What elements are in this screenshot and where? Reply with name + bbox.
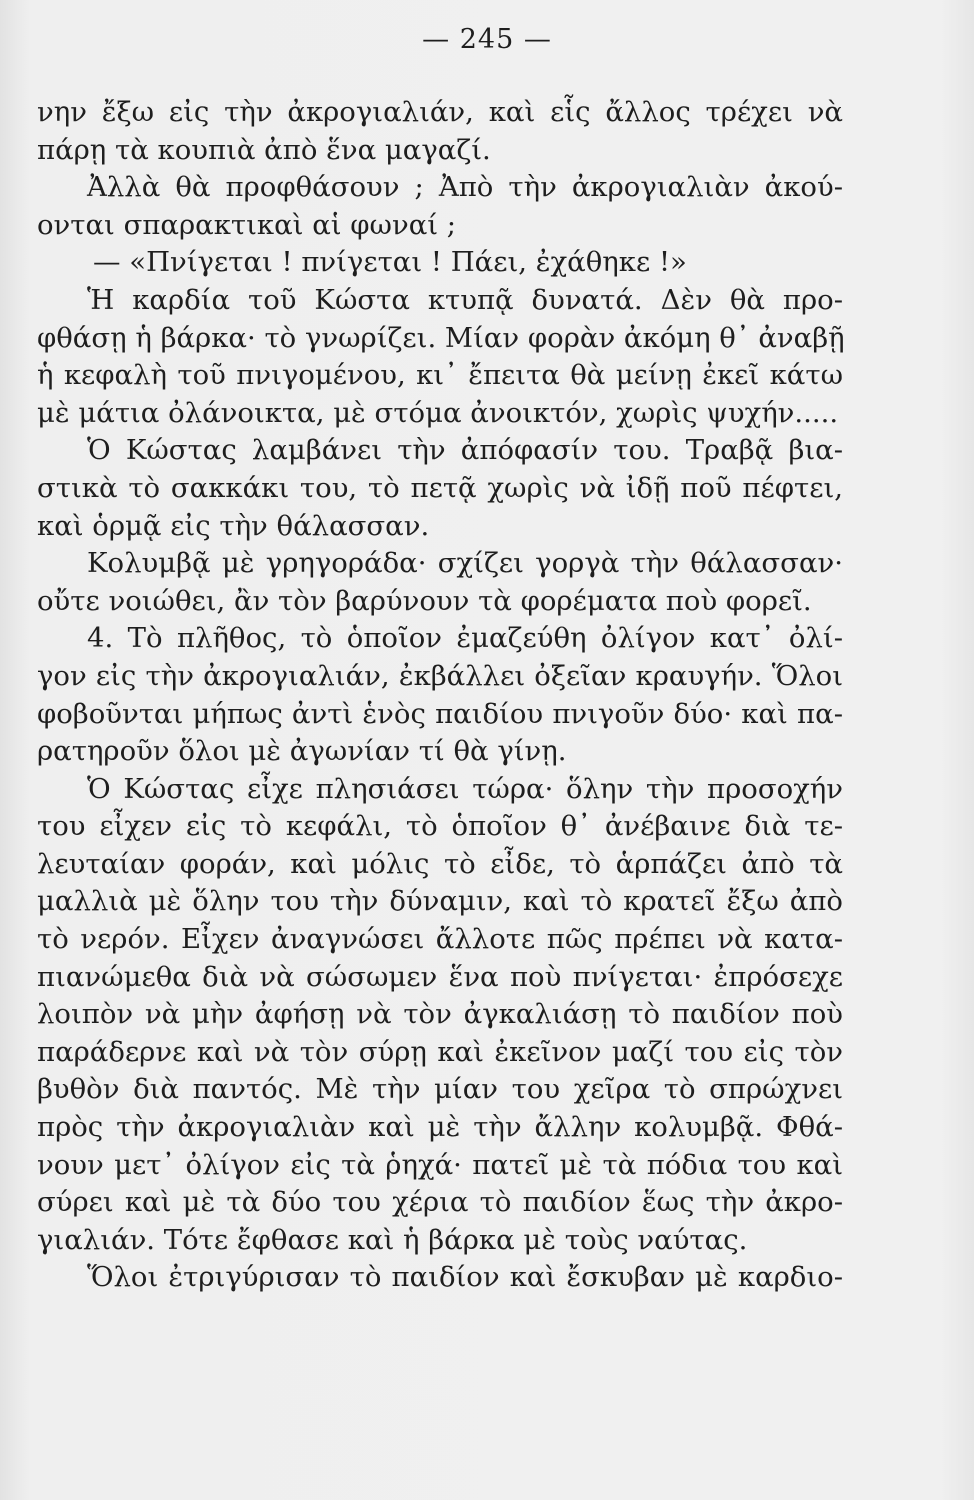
text-line: Ἡ καρδία τοῦ Κώστα κτυπᾷ δυνατά. Δὲν θὰ προ- bbox=[87, 283, 843, 316]
text-line: καὶ ὁρμᾷ εἰς τὴν θάλασσαν. bbox=[37, 509, 430, 542]
text-line: λοιπὸν νὰ μὴν ἀφήσῃ νὰ τὸν ἀγκαλιάσῃ τὸ παιδίον ποὺ bbox=[37, 998, 843, 1031]
text-line: φθάσῃ ἡ βάρκα· τὸ γνωρίζει. Μίαν φορὰν ἀκόμη θ᾽ ἀναβῇ bbox=[37, 321, 845, 354]
text-line: Ὁ Κώστας λαμβάνει τὴν ἀπόφασίν του. Τραβᾷ βια- bbox=[87, 434, 843, 467]
page-number: — 245 — bbox=[422, 24, 552, 55]
text-line: Ἀλλὰ θὰ προφθάσουν ; Ἀπὸ τὴν ἀκρογιαλιὰν ἀκού- bbox=[87, 171, 843, 204]
text-line: γον εἰς τὴν ἀκρογιαλιάν, ἐκβάλλει ὀξεῖαν κραυγήν. Ὅλοι bbox=[37, 659, 843, 692]
text-line: του εἶχεν εἰς τὸ κεφάλι, τὸ ὁποῖον θ᾽ ἀνέβαινε διὰ τε- bbox=[37, 810, 843, 843]
text-line: μαλλιὰ μὲ ὅλην του τὴν δύναμιν, καὶ τὸ κρατεῖ ἔξω ἀπὸ bbox=[37, 885, 843, 918]
text-line: Ὅλοι ἐτριγύρισαν τὸ παιδίον καὶ ἔσκυβαν μὲ καρδιο- bbox=[87, 1261, 843, 1294]
text-line: ονται σπαρακτικαὶ αἱ φωναί ; bbox=[37, 208, 457, 241]
text-line: Κολυμβᾷ μὲ γρηγοράδα· σχίζει γοργὰ τὴν θάλασσαν· bbox=[87, 547, 843, 580]
text-line: παράδερνε καὶ νὰ τὸν σύρῃ καὶ ἐκεῖνον μαζί του εἰς τὸν bbox=[37, 1035, 843, 1068]
text-line: πιανώμεθα διὰ νὰ σώσωμεν ἕνα ποὺ πνίγεται· ἐπρόσεχε bbox=[37, 960, 843, 993]
text-line: μὲ μάτια ὀλάνοικτα, μὲ στόμα ἀνοικτόν, χωρὶς ψυχήν..... bbox=[37, 396, 839, 429]
text-line: Ὁ Κώστας εἶχε πλησιάσει τώρα· ὅλην τὴν προσοχήν bbox=[87, 772, 843, 805]
text-line: — «Πνίγεται ! πνίγεται ! Πάει, ἐχάθηκε !» bbox=[93, 246, 687, 279]
text-line: φοβοῦνται μήπως ἀντὶ ἑνὸς παιδίου πνιγοῦν δύο· καὶ πα- bbox=[37, 697, 843, 730]
text-line: οὔτε νοιώθει, ἂν τὸν βαρύνουν τὰ φορέματα ποὺ φορεῖ. bbox=[37, 584, 812, 617]
text-line: γιαλιάν. Τότε ἔφθασε καὶ ἡ βάρκα μὲ τοὺς ναύτας. bbox=[37, 1223, 748, 1256]
text-line: πρὸς τὴν ἀκρογιαλιὰν καὶ μὲ τὴν ἄλλην κολυμβᾷ. Φθά- bbox=[37, 1111, 843, 1144]
text-line: τὸ νερόν. Εἶχεν ἀναγνώσει ἄλλοτε πῶς πρέπει νὰ κατα- bbox=[37, 923, 843, 956]
text-line: σύρει καὶ μὲ τὰ δύο του χέρια τὸ παιδίον ἕως τὴν ἀκρο- bbox=[37, 1186, 843, 1219]
text-line: 4. Τὸ πλῆθος, τὸ ὁποῖον ἐμαζεύθη ὀλίγον κατ᾽ ὀλί- bbox=[87, 622, 843, 655]
text-line: βυθὸν διὰ παντός. Μὲ τὴν μίαν του χεῖρα τὸ σπρώχνει bbox=[37, 1073, 843, 1106]
body-text bbox=[37, 94, 843, 1297]
text-line: ρατηροῦν ὅλοι μὲ ἀγωνίαν τί θὰ γίνῃ. bbox=[37, 735, 567, 768]
text-line: νουν μετ᾽ ὀλίγον εἰς τὰ ῥηχά· πατεῖ μὲ τὰ πόδια του καὶ bbox=[37, 1148, 843, 1181]
text-line: πάρῃ τὰ κουπιὰ ἀπὸ ἕνα μαγαζί. bbox=[37, 133, 491, 166]
text-line: ἡ κεφαλὴ τοῦ πνιγομένου, κι᾽ ἔπειτα θὰ μείνῃ ἐκεῖ κάτω bbox=[37, 359, 843, 392]
text-line: νην ἔξω εἰς τὴν ἀκρογιαλιάν, καὶ εἷς ἄλλος τρέχει νὰ bbox=[37, 96, 843, 128]
text-line: στικὰ τὸ σακκάκι του, τὸ πετᾷ χωρὶς νὰ ἰδῇ ποῦ πέφτει, bbox=[37, 471, 843, 504]
text-line: λευταίαν φοράν, καὶ μόλις τὸ εἶδε, τὸ ἁρπάζει ἀπὸ τὰ bbox=[37, 847, 843, 880]
